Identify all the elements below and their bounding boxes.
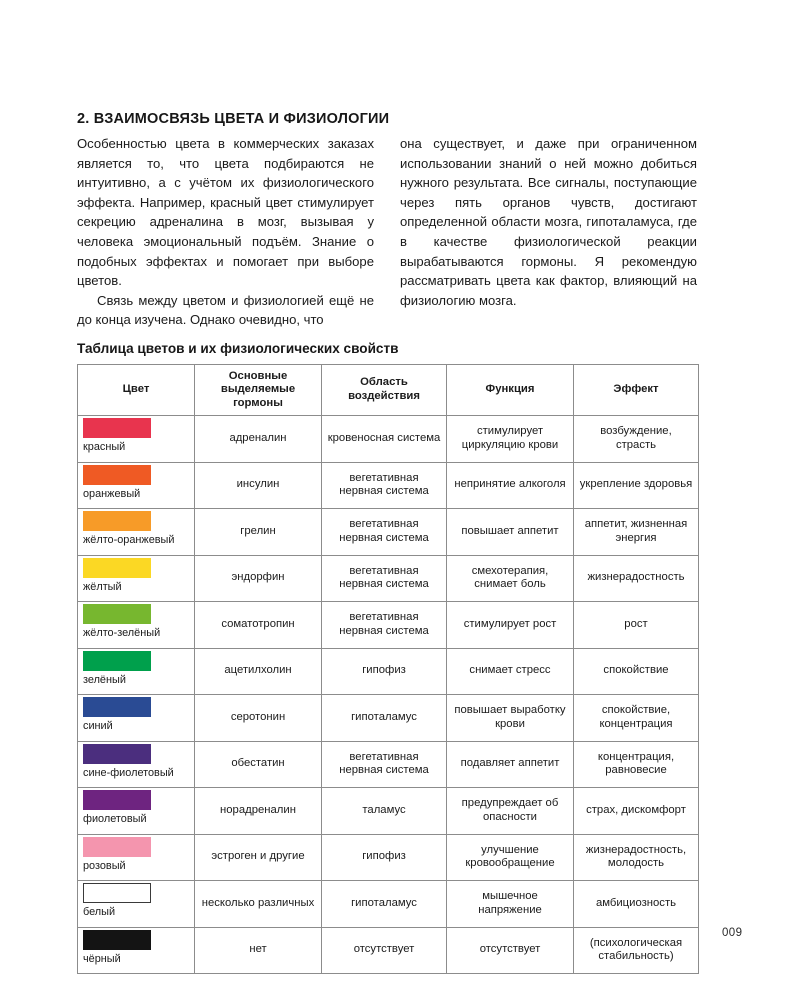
cell-effect: аппетит, жизненная энергия	[574, 509, 699, 556]
table-row	[78, 695, 699, 742]
swatch-wrapper	[83, 651, 189, 686]
cell-hormones: эндорфин	[195, 555, 322, 602]
table-header	[78, 365, 699, 416]
cell-area: таламус	[322, 788, 447, 835]
cell-hormones: инсулин	[195, 462, 322, 509]
cell-area: вегетативная нервная система	[322, 602, 447, 649]
color-swatch	[83, 883, 151, 903]
swatch-wrapper	[83, 465, 189, 500]
color-swatch-cell	[78, 462, 195, 509]
body-column-left	[77, 134, 374, 330]
color-physiology-table	[77, 364, 699, 974]
color-swatch-cell	[78, 741, 195, 788]
swatch-wrapper	[83, 883, 189, 918]
table-row	[78, 881, 699, 928]
cell-hormones: грелин	[195, 509, 322, 556]
cell-area: кровеносная система	[322, 416, 447, 463]
page-title: 2. ВЗАИМОСВЯЗЬ ЦВЕТА И ФИЗИОЛОГИИ	[77, 110, 390, 127]
page-number: 009	[722, 927, 743, 939]
cell-hormones: адреналин	[195, 416, 322, 463]
cell-function: стимулирует рост	[447, 602, 574, 649]
cell-area: вегетативная нервная система	[322, 509, 447, 556]
cell-effect: (психологическая стабильность)	[574, 927, 699, 974]
color-name-label: зелёный	[83, 673, 126, 686]
cell-effect: возбуждение, страсть	[574, 416, 699, 463]
swatch-wrapper	[83, 558, 189, 593]
cell-area: гипофиз	[322, 648, 447, 695]
cell-effect: спокойствие, концентрация	[574, 695, 699, 742]
cell-effect: страх, дискомфорт	[574, 788, 699, 835]
cell-function: непринятие алкоголя	[447, 462, 574, 509]
table-caption: Таблица цветов и их физиологических свойств	[77, 341, 399, 357]
color-swatch	[83, 930, 151, 950]
column-header-function: Функция	[447, 365, 574, 416]
cell-function: отсутствует	[447, 927, 574, 974]
table-row	[78, 555, 699, 602]
swatch-wrapper	[83, 930, 189, 965]
body-column-right	[400, 134, 697, 330]
swatch-wrapper	[83, 790, 189, 825]
color-name-label: жёлто-зелёный	[83, 627, 161, 639]
swatch-wrapper	[83, 604, 189, 639]
color-swatch	[83, 744, 151, 764]
cell-hormones: обестатин	[195, 741, 322, 788]
table-row	[78, 462, 699, 509]
table-header-row	[78, 365, 699, 416]
table-row	[78, 648, 699, 695]
cell-function: повышает выработку крови	[447, 695, 574, 742]
color-name-label: жёлто-оранжевый	[83, 534, 175, 546]
cell-hormones: ацетилхолин	[195, 648, 322, 695]
swatch-wrapper	[83, 744, 189, 779]
paragraph-2: Связь между цветом и физиологией ещё не до конца изучена. Однако очевидно, что	[77, 292, 374, 328]
color-swatch-cell	[78, 881, 195, 928]
cell-hormones: нет	[195, 927, 322, 974]
cell-area: гипофиз	[322, 834, 447, 881]
column-header-area: Область воздействия	[322, 365, 447, 416]
color-swatch-cell	[78, 416, 195, 463]
color-name-label: синий	[83, 720, 113, 732]
color-swatch	[83, 418, 151, 438]
color-name-label: фиолетовый	[83, 813, 147, 825]
cell-effect: жизнерадостность, молодость	[574, 834, 699, 881]
column-header-hormones: Основные выделяемые гормоны	[195, 365, 322, 416]
cell-effect: амбициозность	[574, 881, 699, 928]
table-row	[78, 788, 699, 835]
swatch-wrapper	[83, 837, 189, 872]
color-name-label: сине-фиолетовый	[83, 766, 174, 779]
color-name-label: белый	[83, 906, 116, 918]
table-row	[78, 741, 699, 788]
swatch-wrapper	[83, 418, 189, 453]
table-row	[78, 602, 699, 649]
cell-function: повышает аппетит	[447, 509, 574, 556]
color-swatch-cell	[78, 927, 195, 974]
color-swatch-cell	[78, 555, 195, 602]
color-swatch	[83, 511, 151, 531]
body-text-columns	[77, 134, 698, 330]
cell-function: улучшение кровообращение	[447, 834, 574, 881]
color-swatch	[83, 837, 151, 857]
color-swatch-cell	[78, 788, 195, 835]
table-row	[78, 509, 699, 556]
color-swatch	[83, 604, 151, 624]
color-swatch-cell	[78, 648, 195, 695]
table-row	[78, 834, 699, 881]
color-name-label: розовый	[83, 859, 126, 872]
cell-function: стимулирует циркуляцию крови	[447, 416, 574, 463]
color-swatch	[83, 465, 151, 485]
column-header-color: Цвет	[78, 365, 195, 416]
color-swatch-cell	[78, 834, 195, 881]
cell-area: вегетативная нервная система	[322, 741, 447, 788]
cell-function: предупреждает об опасности	[447, 788, 574, 835]
color-swatch	[83, 790, 151, 810]
cell-hormones: норадреналин	[195, 788, 322, 835]
color-swatch-cell	[78, 695, 195, 742]
color-name-label: красный	[83, 441, 126, 453]
color-swatch-cell	[78, 509, 195, 556]
cell-area: гипоталамус	[322, 695, 447, 742]
cell-hormones: соматотропин	[195, 602, 322, 649]
cell-effect: рост	[574, 602, 699, 649]
cell-area: вегетативная нервная система	[322, 555, 447, 602]
cell-function: подавляет аппетит	[447, 741, 574, 788]
color-swatch	[83, 651, 151, 671]
cell-area: вегетативная нервная система	[322, 462, 447, 509]
paragraph-3: она существует, и даже при ограниченном использовании знаний о ней можно добиться нужного результата. Все сигналы, поступающие через пять органов чувств, достигают определенной области мозга, гипоталамуса, где в качестве физиологической реакции вырабатываются гормоны. Я рекомендую рассматривать цвета как фактор, влияющий на физиологию мозга.	[400, 136, 697, 308]
cell-function: мышечное напряжение	[447, 881, 574, 928]
color-name-label: жёлтый	[83, 580, 122, 593]
table-row	[78, 927, 699, 974]
cell-function: смехотерапия, снимает боль	[447, 555, 574, 602]
color-swatch-cell	[78, 602, 195, 649]
color-swatch	[83, 697, 151, 717]
cell-function: снимает стресс	[447, 648, 574, 695]
cell-hormones: несколько различных	[195, 881, 322, 928]
cell-hormones: серотонин	[195, 695, 322, 742]
color-swatch	[83, 558, 151, 578]
cell-effect: спокойствие	[574, 648, 699, 695]
swatch-wrapper	[83, 697, 189, 732]
table-body	[78, 416, 699, 974]
color-name-label: чёрный	[83, 952, 121, 965]
paragraph-1: Особенностью цвета в коммерческих заказах является то, что цвета подбираются не интуитивно, а с учётом их физиологического эффекта. Например, красный цвет стимулирует секрецию адреналина в мозг, вызывая у человека эмоциональный подъём. Знание о подобных эффектах и помогает при выборе цветов.	[77, 136, 374, 289]
color-name-label: оранжевый	[83, 487, 141, 500]
cell-hormones: эстроген и другие	[195, 834, 322, 881]
table-row	[78, 416, 699, 463]
swatch-wrapper	[83, 511, 189, 546]
cell-effect: жизнерадостность	[574, 555, 699, 602]
cell-area: гипоталамус	[322, 881, 447, 928]
cell-effect: укрепление здоровья	[574, 462, 699, 509]
cell-area: отсутствует	[322, 927, 447, 974]
cell-effect: концентрация, равновесие	[574, 741, 699, 788]
column-header-effect: Эффект	[574, 365, 699, 416]
